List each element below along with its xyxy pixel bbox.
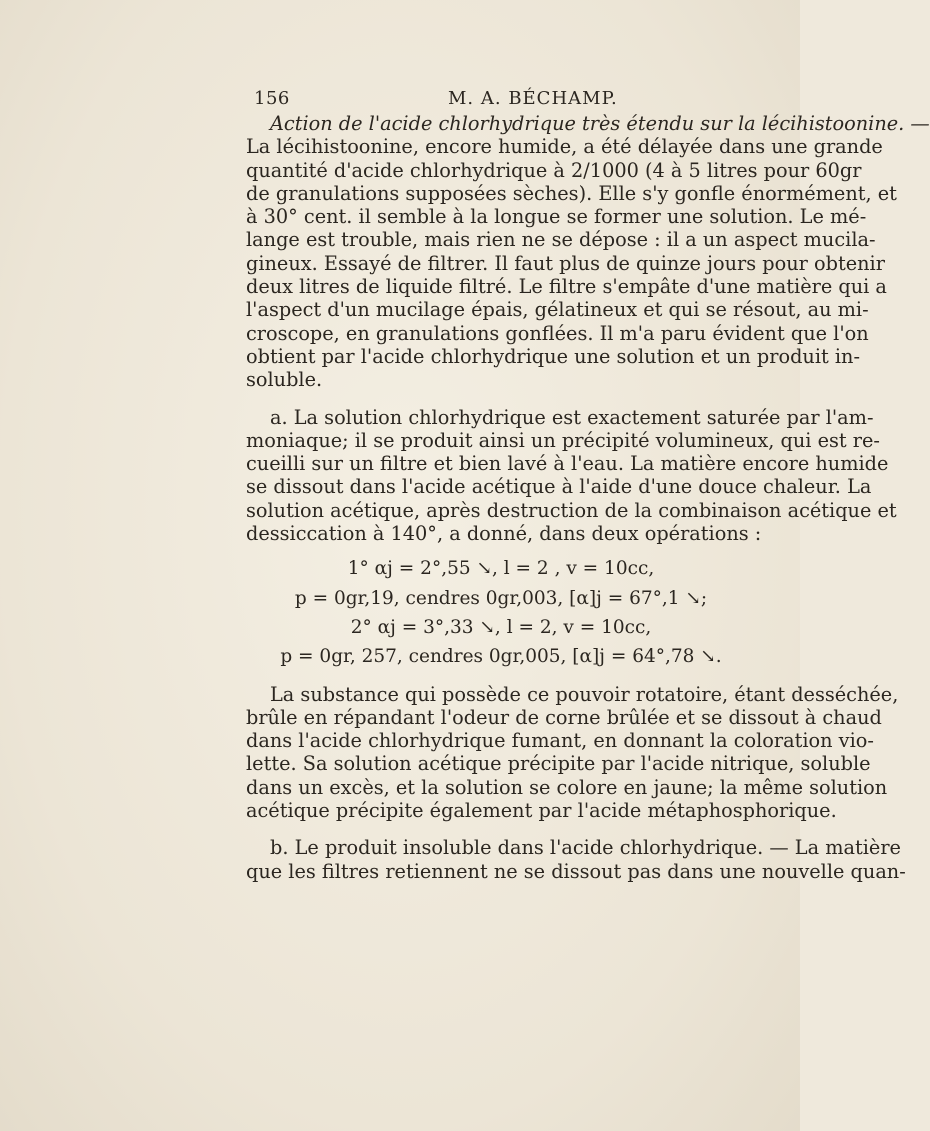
page-number: 156 — [254, 88, 290, 109]
text-line: moniaque; il se produit ainsi un précipité volumineux, qui est re- — [246, 428, 880, 452]
text-line: La substance qui possède ce pouvoir rotatoire, étant desséchée, — [270, 682, 899, 706]
text-line: l'aspect d'un mucilage épais, gélatineux et qui se résout, au mi- — [246, 298, 869, 322]
text-line: de granulations supposées sèches). Elle s'y gonfle énormément, et — [246, 181, 897, 205]
paragraph-solution — [246, 405, 897, 546]
text-line: que les filtres retiennent ne se dissout pas dans une nouvelle quan- — [246, 859, 906, 883]
text-line: Action de l'acide chlorhydrique très étendu sur la lécihistoonine. — — [270, 112, 930, 135]
formula-line: p = 0gr,19, cendres 0gr,003, [α]j = 67°,1 ↘; — [294, 587, 708, 609]
text-line: se dissout dans l'acide acétique à l'aide d'une douce chaleur. La — [246, 475, 872, 499]
text-line: gineux. Essayé de filtrer. Il faut plus de quinze jours pour obtenir — [246, 251, 885, 275]
paragraph-insoluble — [246, 836, 906, 883]
text-line: La lécihistoonine, encore humide, a été délayée dans une grande — [246, 135, 883, 159]
paragraph-action — [246, 112, 930, 392]
text-line: dans un excès, et la solution se colore en jaune; la même solution — [246, 775, 888, 799]
text-line: quantité d'acide chlorhydrique à 2/1000 (4 à 5 litres pour 60gr — [246, 158, 862, 182]
text-line: dessiccation à 140°, a donné, dans deux opérations : — [246, 522, 762, 546]
running-head: M. A. BÉCHAMP. — [448, 88, 618, 109]
text-line: à 30° cent. il semble à la longue se former une solution. Le mé- — [246, 205, 867, 229]
text-line: croscope, en granulations gonflées. Il m'a paru évident que l'on — [246, 321, 869, 345]
text-line: brûle en répandant l'odeur de corne brûlée et se dissout à chaud — [246, 705, 882, 729]
formula-line: 1° αj = 2°,55 ↘, l = 2 , v = 10cc, — [347, 558, 655, 580]
page-header — [254, 88, 754, 114]
body-text — [246, 112, 930, 883]
text-line: dans l'acide chlorhydrique fumant, en donnant la coloration vio- — [246, 729, 874, 753]
formula-line: 2° αj = 3°,33 ↘, l = 2, v = 10cc, — [350, 616, 652, 638]
text-line: obtient par l'acide chlorhydrique une solution et un produit in- — [246, 344, 860, 368]
text-line: cueilli sur un filtre et bien lavé à l'eau. La matière encore humide — [246, 452, 889, 476]
text-line: lette. Sa solution acétique précipite par l'acide nitrique, soluble — [246, 752, 871, 776]
formula-line: p = 0gr, 257, cendres 0gr,005, [α]j = 64°,78 ↘. — [280, 646, 722, 668]
formula-block — [246, 557, 756, 668]
text-line: b. Le produit insoluble dans l'acide chlorhydrique. — La matière — [270, 836, 901, 860]
text-line: soluble. — [246, 368, 323, 392]
paragraph-substance — [246, 682, 899, 823]
text-line: solution acétique, après destruction de la combinaison acétique et — [246, 498, 897, 522]
text-line: acétique précipite également par l'acide métaphosphorique. — [246, 799, 837, 823]
text-line: a. La solution chlorhydrique est exactement saturée par l'am- — [270, 405, 874, 429]
text-line: deux litres de liquide filtré. Le filtre s'empâte d'une matière qui a — [246, 275, 887, 299]
text-line: lange est trouble, mais rien ne se dépose : il a un aspect mucila- — [246, 228, 876, 252]
